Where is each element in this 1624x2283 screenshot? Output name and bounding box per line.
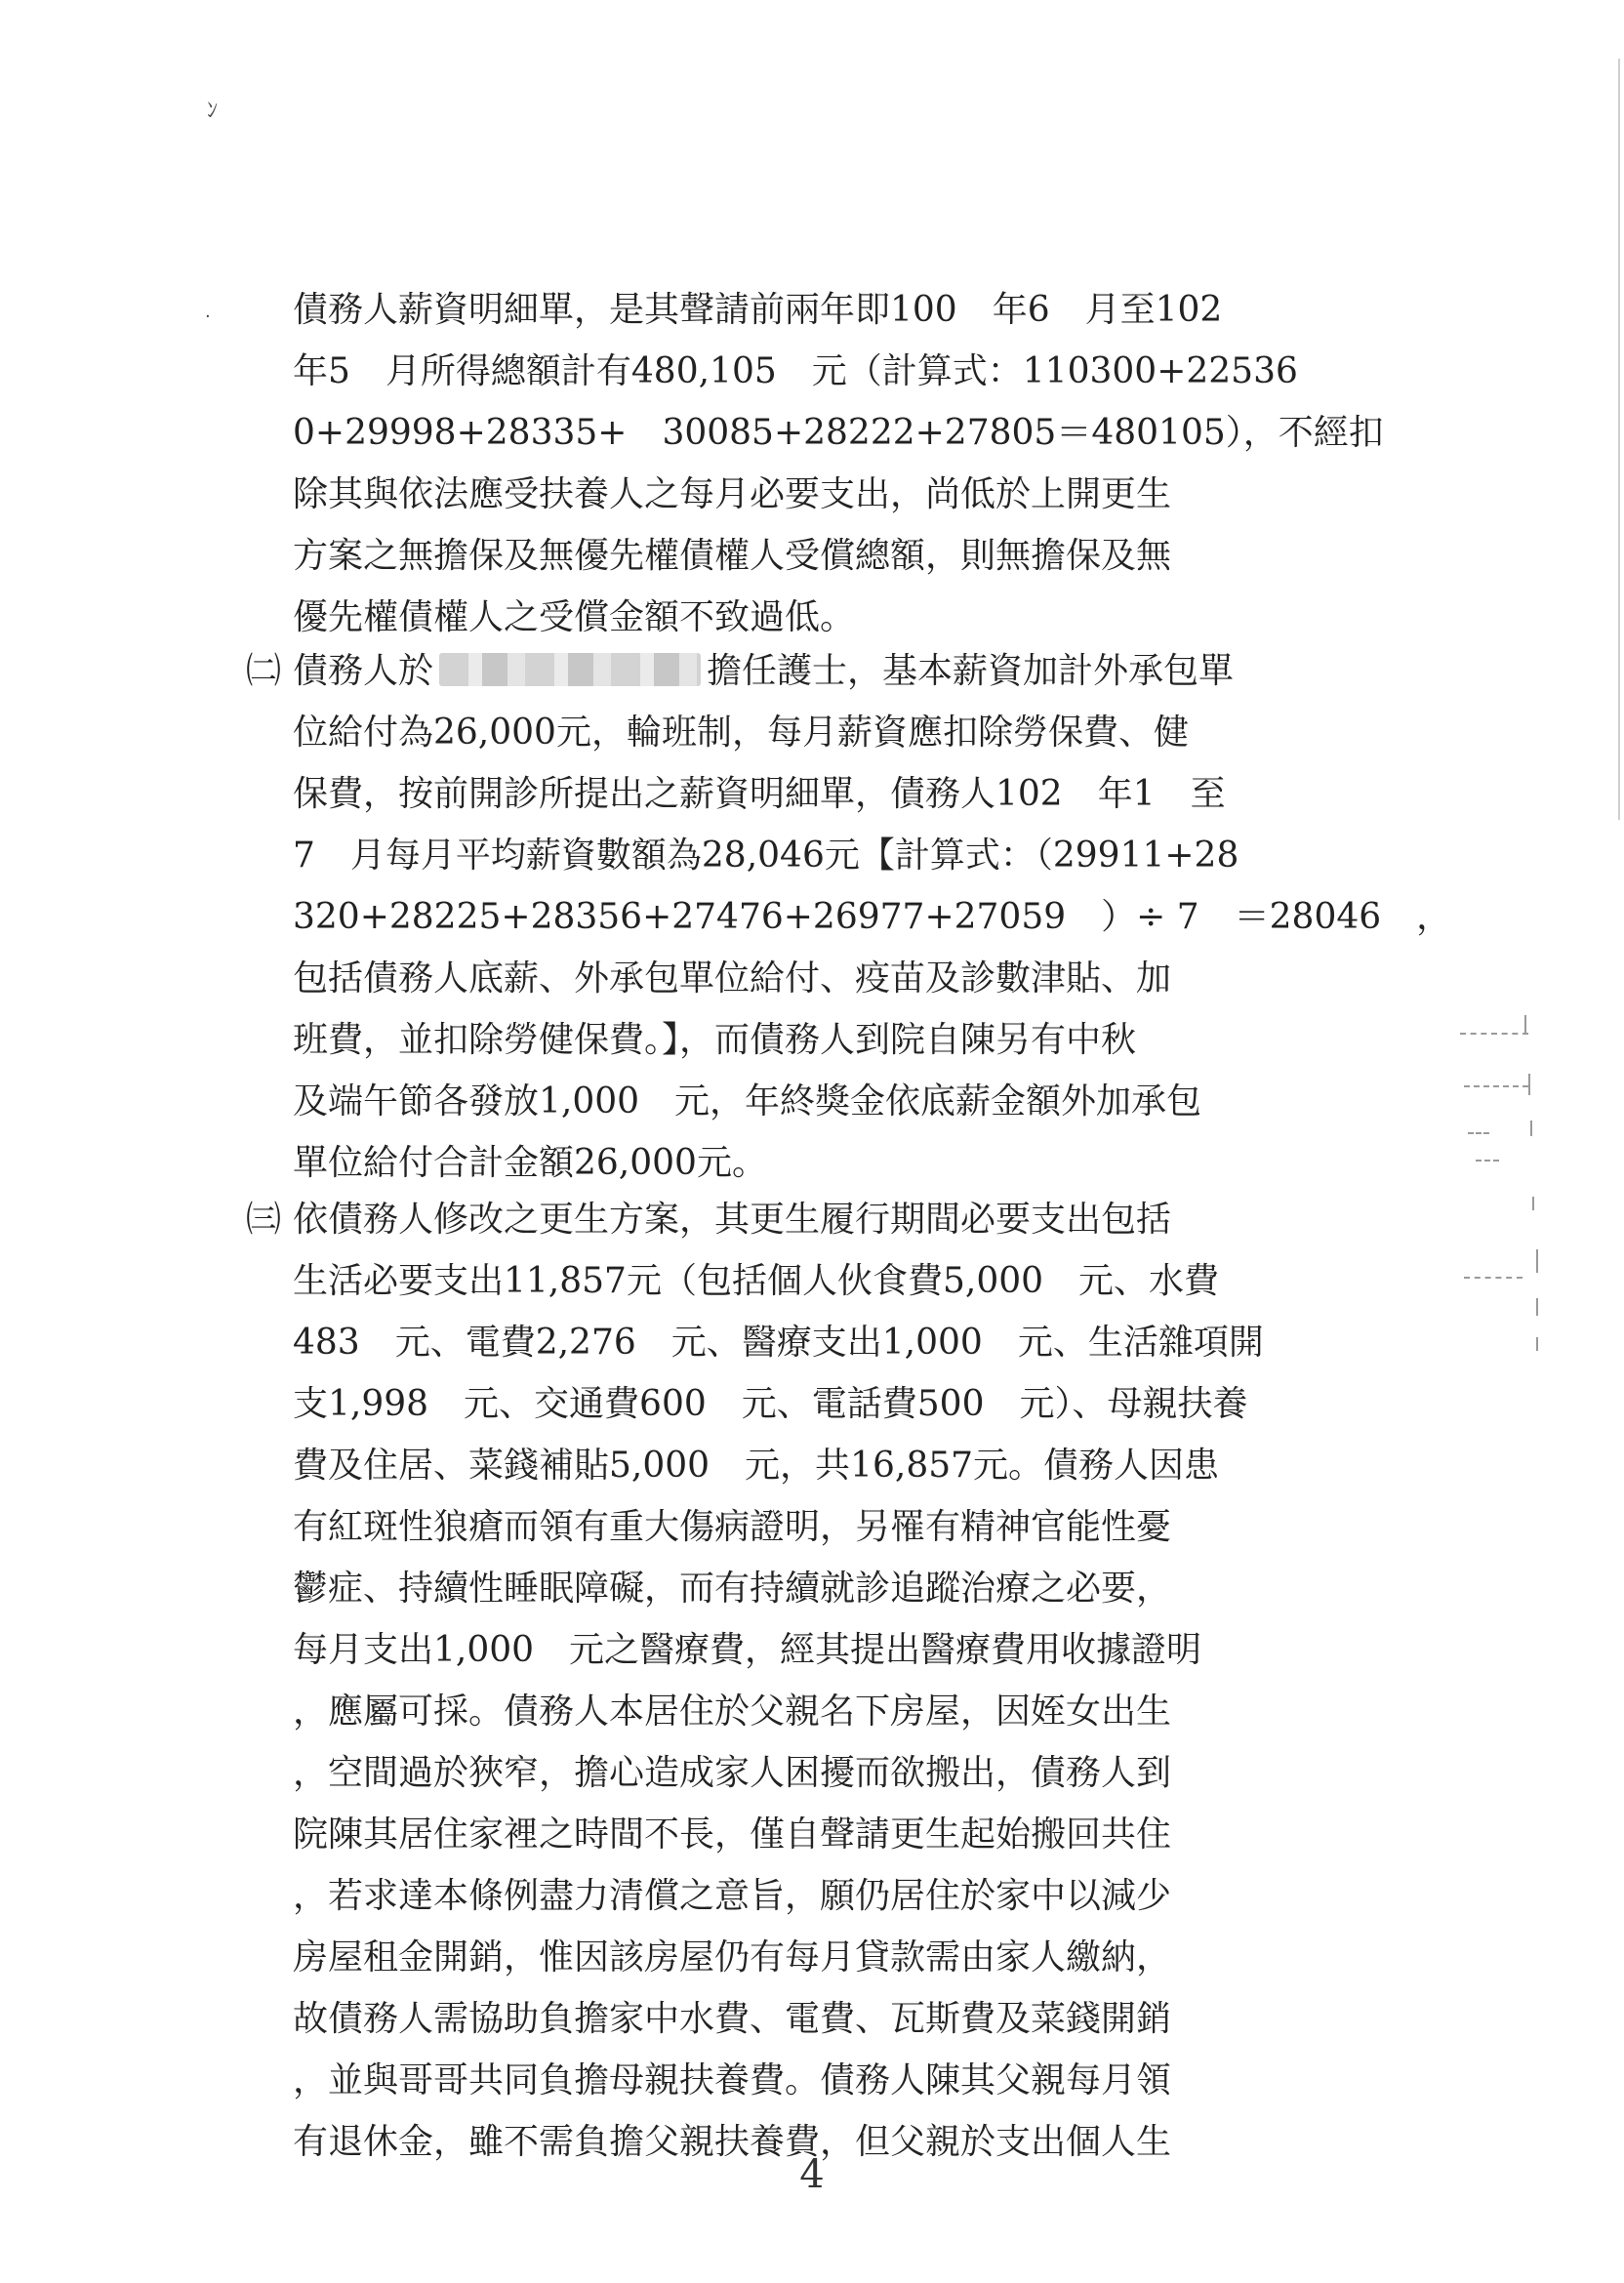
scan-tick-mark: [1524, 1015, 1526, 1035]
text-line: 方案之無擔保及無優先權債權人受償總額，則無擔保及無: [293, 536, 1172, 576]
scan-dash-mark: [1464, 1085, 1528, 1087]
text-line: 有退休金，雖不需負擔父親扶養費，但父親於支出個人生: [293, 2122, 1172, 2162]
scan-tick-mark: [1536, 1249, 1538, 1273]
text-line: 7 月每月平均薪資數額為28,046元【計算式：（29911+28: [293, 836, 1239, 876]
text-line: 有紅斑性狼瘡而領有重大傷病證明，另罹有精神官能性憂: [293, 1507, 1172, 1547]
scan-tick-mark: [1532, 1197, 1534, 1210]
text-line: 320+28225+28356+27476+26977+27059 ）÷ 7 ＝28046 ，: [293, 897, 1452, 937]
text-line: 院陳其居住家裡之時間不長，僅自聲請更生起始搬回共住: [293, 1814, 1172, 1855]
scan-dash-mark: [1476, 1160, 1499, 1162]
text-line: 位給付為26,000元，輪班制，每月薪資應扣除勞保費、健: [293, 713, 1189, 753]
scan-dash-mark: [1460, 1033, 1528, 1035]
scan-dash-mark: [1464, 1277, 1522, 1279]
text-line: 費及住居、菜錢補貼5,000 元，共16,857元。債務人因患: [293, 1446, 1220, 1486]
text-line: ，空間過於狹窄，擔心造成家人困擾而欲搬出，債務人到: [293, 1753, 1172, 1793]
text-line: ，並與哥哥共同負擔母親扶養費。債務人陳其父親每月領: [293, 2060, 1172, 2100]
text-line: 483 元、電費2,276 元、醫療支出1,000 元、生活雜項開: [293, 1323, 1264, 1363]
redacted-employer-name: [439, 653, 701, 686]
scan-dash-mark: [1468, 1132, 1489, 1134]
text-line: 故債務人需協助負擔家中水費、電費、瓦斯費及菜錢開銷: [293, 1999, 1172, 2039]
text-line: ，若求達本條例盡力清償之意旨，願仍居住於家中以減少: [293, 1876, 1172, 1916]
text-line: 年5 月所得總額計有480,105 元（計算式：110300+22536: [293, 351, 1298, 391]
text-line: 包括債務人底薪、外承包單位給付、疫苗及診數津貼、加: [293, 958, 1172, 999]
item-marker-2: ㈡: [246, 651, 282, 691]
text-line: 債務人薪資明細單，是其聲請前兩年即100 年6 月至102: [293, 290, 1223, 330]
text-line: 及端午節各發放1,000 元，年終獎金依底薪金額外加承包: [293, 1081, 1202, 1121]
text-line: ，應屬可採。債務人本居住於父親名下房屋，因姪女出生: [293, 1692, 1172, 1732]
text-segment: 債務人於: [293, 651, 434, 691]
item-marker-3: ㈢: [246, 1200, 282, 1240]
text-line: 依債務人修改之更生方案，其更生履行期間必要支出包括: [293, 1200, 1172, 1240]
text-line: 鬱症、持續性睡眠障礙，而有持續就診追蹤治療之必要，: [293, 1569, 1172, 1609]
scan-artifact-mark: ﾝ: [207, 99, 219, 123]
text-line: 每月支出1,000 元之醫療費，經其提出醫療費用收據證明: [293, 1630, 1202, 1670]
text-line: 支1,998 元、交通費600 元、電話費500 元）、母親扶養: [293, 1384, 1248, 1424]
text-line: 單位給付合計金額26,000元。: [293, 1143, 767, 1183]
text-line: 班費，並扣除勞健保費。】，而債務人到院自陳另有中秋: [293, 1020, 1137, 1060]
scan-tick-mark: [1528, 1074, 1530, 1095]
scan-tick-mark: [1536, 1298, 1538, 1316]
text-line: 房屋租金開銷，惟因該房屋仍有每月貸款需由家人繳納，: [293, 1937, 1172, 1977]
text-line: 0+29998+28335+ 30085+28222+27805＝480105），不經扣: [293, 413, 1384, 453]
text-line: 優先權債權人之受償金額不致過低。: [293, 597, 856, 637]
scan-edge-line: [1618, 59, 1620, 820]
page-number: 4: [799, 2152, 825, 2197]
scan-artifact-dot: ·: [205, 306, 211, 327]
scan-tick-mark: [1530, 1121, 1532, 1136]
text-segment: 擔任護士，基本薪資加計外承包單: [707, 651, 1235, 691]
text-line-with-redaction: [293, 644, 1234, 699]
text-line: 生活必要支出11,857元（包括個人伙食費5,000 元、水費: [293, 1261, 1220, 1301]
scan-tick-mark: [1536, 1337, 1538, 1351]
text-line: 除其與依法應受扶養人之每月必要支出，尚低於上開更生: [293, 474, 1172, 514]
text-line: 保費，按前開診所提出之薪資明細單，債務人102 年1 至: [293, 774, 1226, 814]
